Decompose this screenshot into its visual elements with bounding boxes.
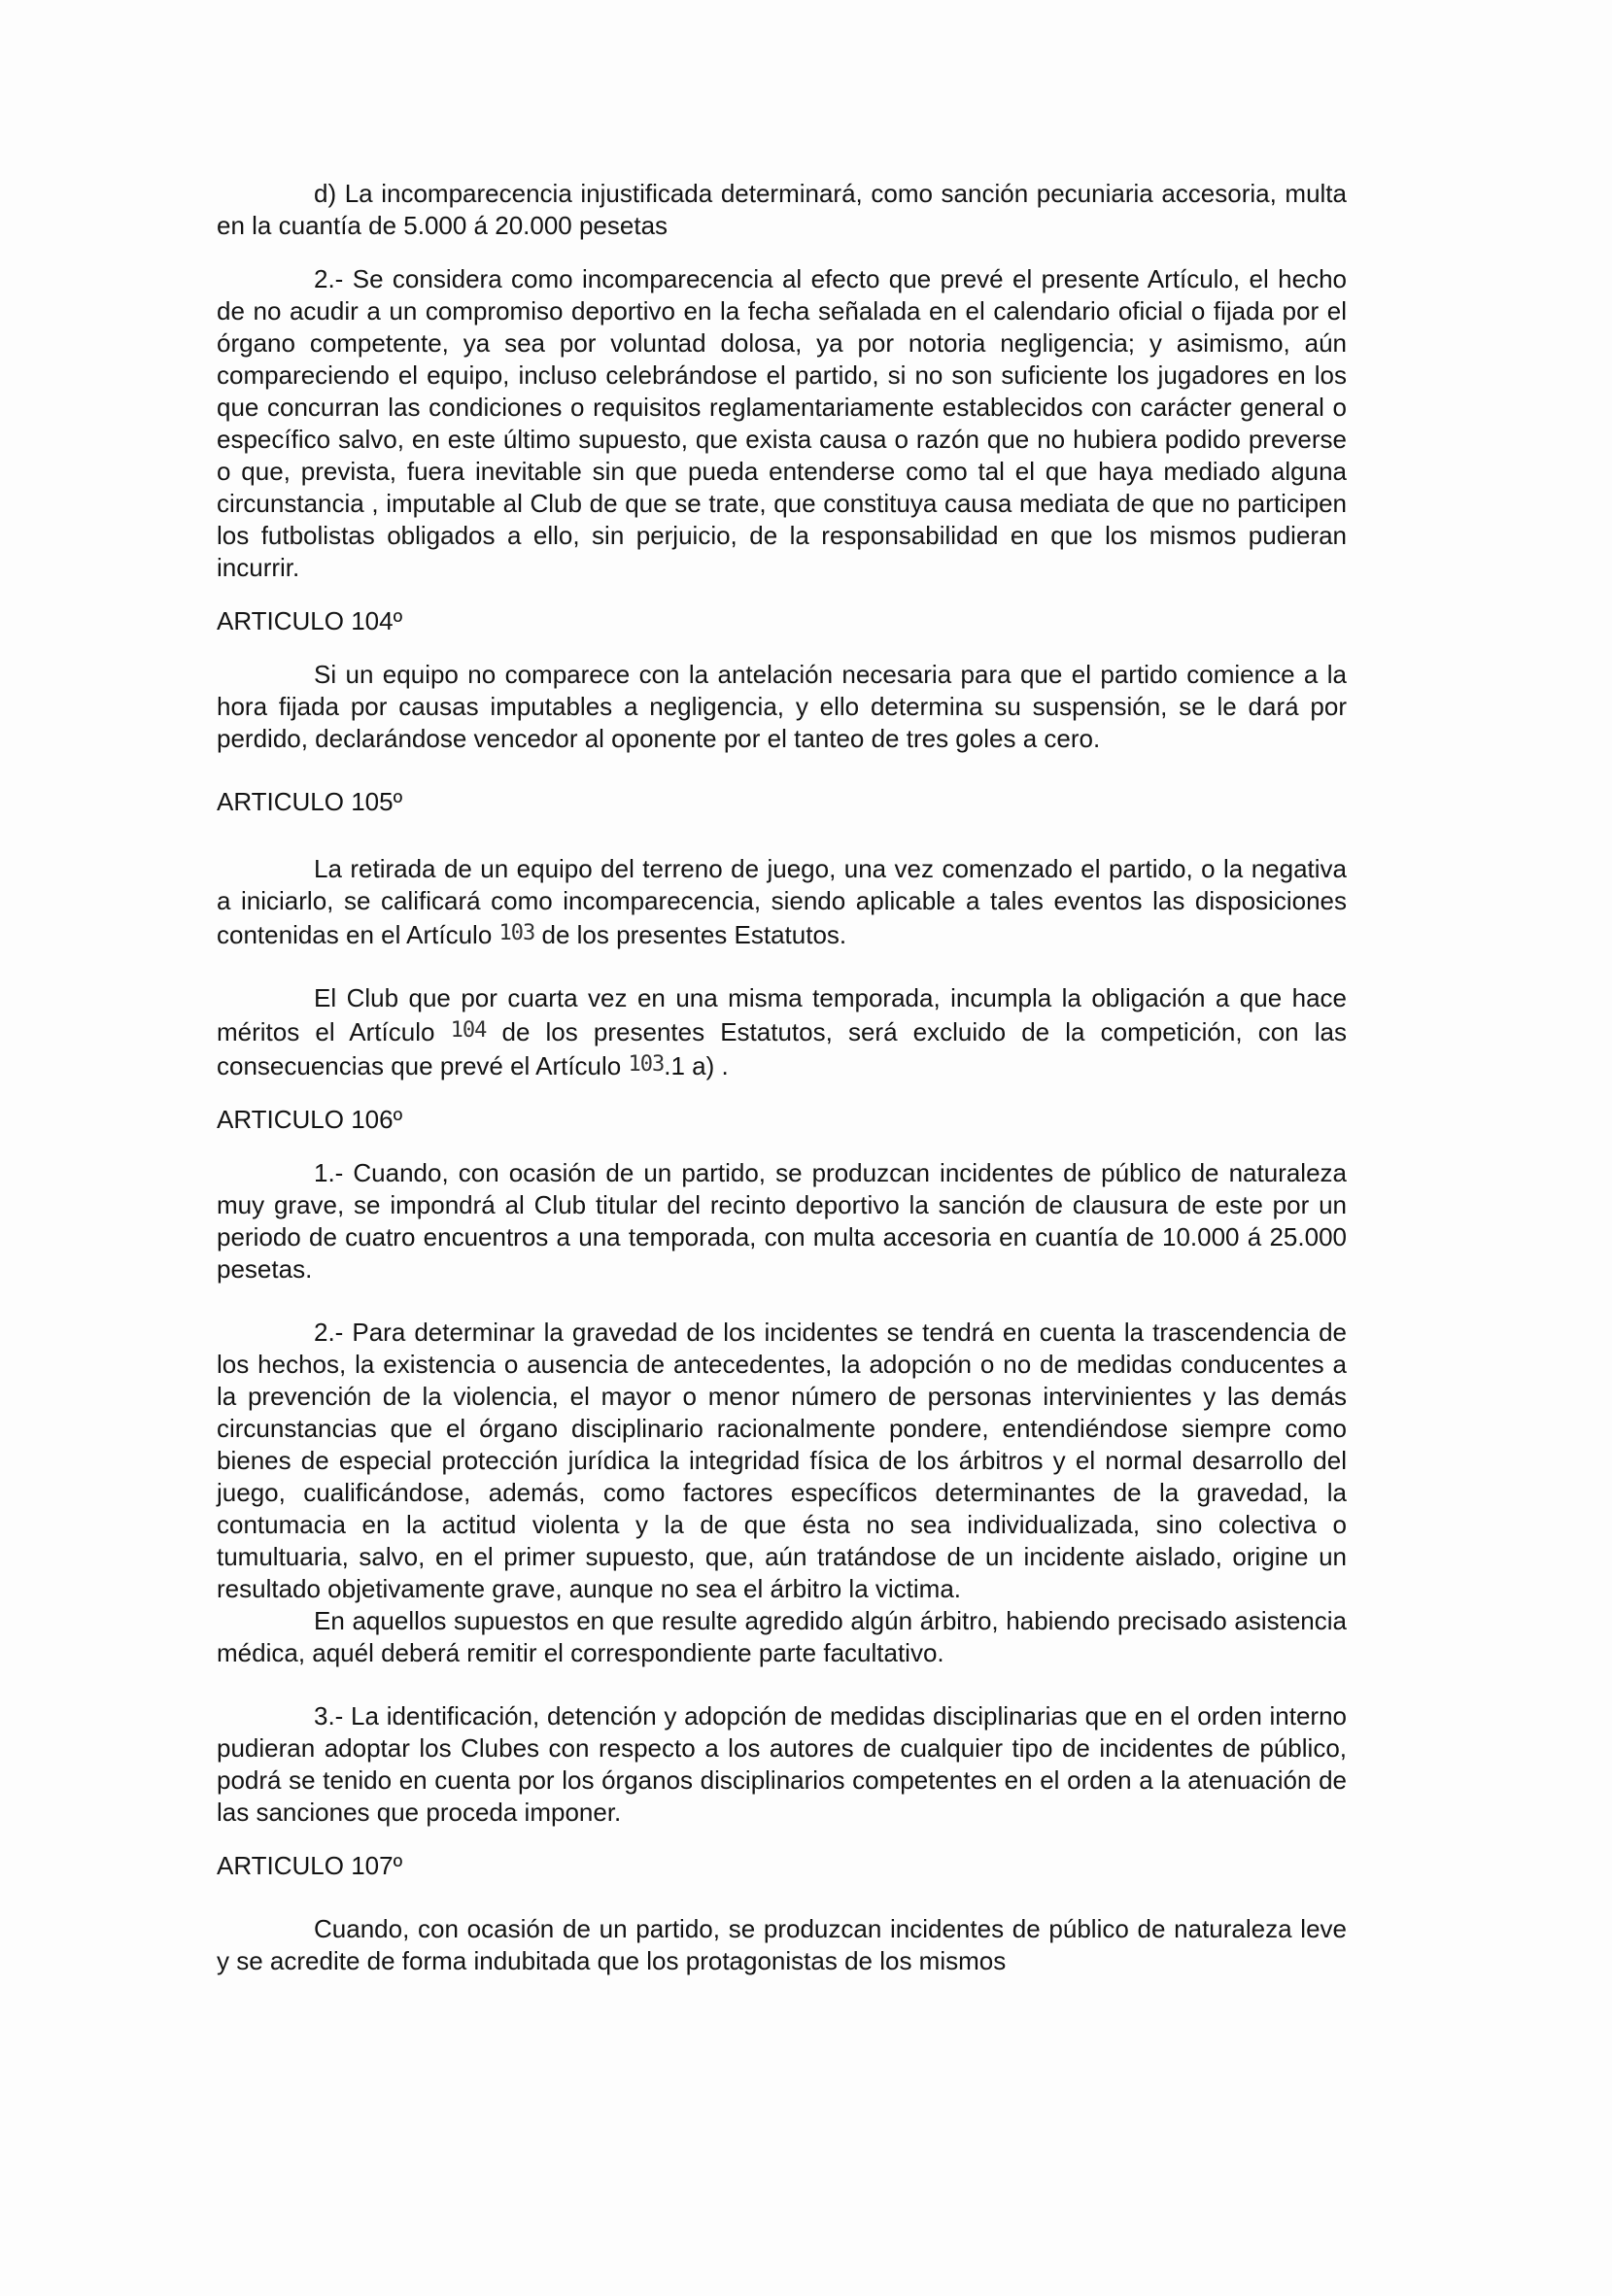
article-105-p2-text-before: El Club que por cuarta vez en una misma temporada, incumpla la obligación a que hace méritos el Artículo — [217, 983, 1347, 1046]
article-107-paragraph: Cuando, con ocasión de un partido, se produzcan incidentes de público de naturaleza leve y se acredite de forma indubitada que los protagonistas de los mismos — [217, 1914, 1347, 1975]
handwritten-article-reference: 104 — [450, 1018, 487, 1043]
article-106-paragraph-2b: En aquellos supuestos en que resulte agredido algún árbitro, habiendo precisado asistencia médica, aquél deberá remitir el correspondiente parte facultativo. — [217, 1606, 1347, 1667]
article-105-p1-text-before: La retirada de un equipo del terreno de juego, una vez comenzado el partido, o la negativa a iniciarlo, se calificará como incomparecencia, siendo aplicable a tales eventos las disposiciones contenidas en el Artículo — [217, 854, 1347, 949]
article-105-paragraph-1 — [217, 853, 1347, 951]
article-105-heading: ARTICULO 105º — [217, 787, 403, 816]
document-body — [217, 178, 1347, 1977]
handwritten-article-reference: 103 — [628, 1052, 665, 1077]
paragraph-d-sanction: d) La incomparecencia injustificada determinará, como sanción pecuniaria accesoria, multa en la cuantía de 5.000 á 20.000 pesetas — [217, 179, 1347, 240]
article-104-heading: ARTICULO 104º — [217, 606, 403, 635]
article-106-paragraph-1: 1.- Cuando, con ocasión de un partido, se produzcan incidentes de público de naturaleza muy grave, se impondrá al Club titular del recinto deportivo la sanción de clausura de este por un periodo de cuatro encuentros a una temporada, con multa accesoria en cuantía de 10.000 á 25.000 pesetas. — [217, 1158, 1347, 1284]
paragraph-2-incomparecencia: 2.- Se considera como incomparecencia al efecto que prevé el presente Artículo, el hecho de no acudir a un compromiso deportivo en la fecha señalada en el calendario oficial o fijada por el órgano competente, ya sea por voluntad dolosa, ya por notoria negligencia; y asimismo, aún compareciendo el equipo, incluso celebrándose el partido, si no son suficiente los jugadores en los que concurran las condiciones o requisitos reglamentariamente establecidos con carácter general o específico salvo, en este último supuesto, que exista causa o razón que no hubiera podido preverse o que, prevista, fuera inevitable sin que pueda entenderse como tal el que haya mediado alguna circunstancia , imputable al Club de que se trate, que constituya causa mediata de que no participen los futbolistas obligados a ello, sin perjuicio, de la responsabilidad en que los mismos pudieran incurrir. — [217, 264, 1347, 582]
article-104-paragraph: Si un equipo no comparece con la antelación necesaria para que el partido comience a la hora fijada por causas imputables a negligencia, y ello determina su suspensión, se le dará por perdido, declarándose vencedor al oponente por el tanteo de tres goles a cero. — [217, 660, 1347, 753]
article-105-p2-text-middle: de los presentes Estatutos, será excluido de la competición, con las consecuencias que prevé el Artículo — [217, 1017, 1347, 1080]
article-105-p1-text-after: de los presentes Estatutos. — [541, 920, 847, 949]
handwritten-article-reference: 103 — [498, 921, 535, 945]
article-105-paragraph-2 — [217, 982, 1347, 1082]
article-106-paragraph-2: 2.- Para determinar la gravedad de los incidentes se tendrá en cuenta la trascendencia de los hechos, la existencia o ausencia de antecedentes, la adopción o no de medidas conducentes a la prevención de la violencia, el mayor o menor número de personas intervinientes y las demás circunstancias que el órgano disciplinario racionalmente pondere, entendiéndose siempre como bienes de especial protección jurídica la integridad física de los árbitros y el normal desarrollo del juego, cualificándose, además, como factores específicos determinantes de la gravedad, la contumacia en la actitud violenta y la de que ésta no sea individualizada, sino colectiva o tumultuaria, salvo, en el primer supuesto, que, aún tratándose de un incidente aislado, origine un resultado objetivamente grave, aunque no sea el árbitro la victima. — [217, 1318, 1347, 1603]
article-107-heading: ARTICULO 107º — [217, 1851, 403, 1880]
article-106-paragraph-3: 3.- La identificación, detención y adopción de medidas disciplinarias que en el orden interno pudieran adoptar los Clubes con respecto a los autores de cualquier tipo de incidentes de público, podrá se tenido en cuenta por los órganos disciplinarios competentes en el orden a la atenuación de las sanciones que proceda imponer. — [217, 1701, 1347, 1827]
article-105-p2-text-after: .1 a) . — [664, 1051, 729, 1080]
article-106-heading: ARTICULO 106º — [217, 1105, 403, 1134]
